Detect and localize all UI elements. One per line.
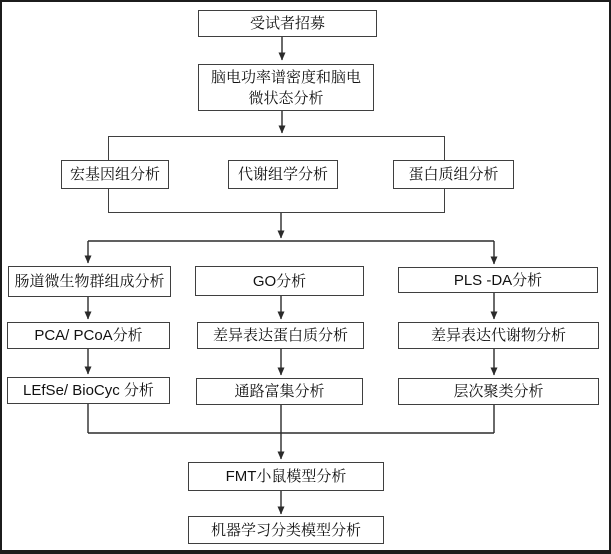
node-pca-pcoa: PCA/ PCoA分析 (7, 322, 170, 349)
node-pls-da: PLS -DA分析 (398, 267, 598, 293)
node-lefse-biocyc: LEfSe/ BioCyc 分析 (7, 377, 170, 404)
node-proteomics: 蛋白质组分析 (393, 160, 514, 189)
node-hierarchical-clustering: 层次聚类分析 (398, 378, 599, 405)
node-differential-metabolites: 差异表达代谢物分析 (398, 322, 599, 349)
node-eeg-psd-microstate: 脑电功率谱密度和脑电微状态分析 (198, 64, 374, 111)
node-metagenomics: 宏基因组分析 (61, 160, 169, 189)
node-fmt-mouse-model: FMT小鼠模型分析 (188, 462, 384, 491)
node-subject-recruitment: 受试者招募 (198, 10, 377, 37)
node-go-analysis: GO分析 (195, 266, 364, 296)
node-pathway-enrichment: 通路富集分析 (196, 378, 363, 405)
node-differential-proteins: 差异表达蛋白质分析 (197, 322, 364, 349)
node-metabolomics: 代谢组学分析 (228, 160, 338, 189)
node-ml-classification-model: 机器学习分类模型分析 (188, 516, 384, 544)
node-gut-microbiota: 肠道微生物群组成分析 (8, 266, 171, 297)
